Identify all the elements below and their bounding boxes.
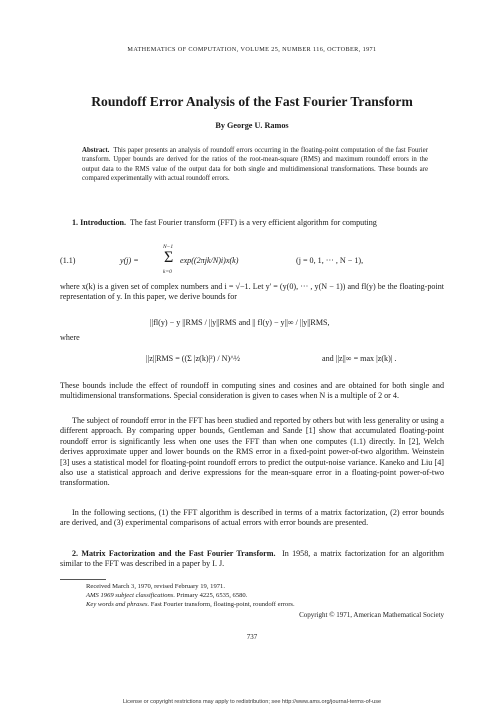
equation-number: (1.1) <box>60 256 76 265</box>
bounds-equation: ||fl(y) − y ||RMS / ||y||RMS and || fl(y) − y||∞ / ||y||RMS, <box>150 318 330 327</box>
license-notice: License or copyright restrictions may apply to redistribution; see http://www.ams.org/journal-terms-of-use <box>122 699 382 705</box>
paragraph: These bounds include the effect of roundoff in computing sines and cosines and are obtained for both single and multidimensional transformations. Special consideration is given to cases when N is a multiple of 2 or 4. <box>60 381 444 401</box>
norm-equation <box>60 347 444 369</box>
footnote-received: Received March 3, 1970, revised February 19, 1971. <box>86 583 225 590</box>
keywords-label: Key words and phrases. <box>86 601 150 608</box>
section1-intro <box>60 218 444 228</box>
keywords-text: Fast Fourier transform, floating-point, roundoff errors. <box>150 601 295 608</box>
section1-heading: 1. Introduction. <box>72 218 127 227</box>
sum-lower-limit: k=0 <box>163 269 172 275</box>
ams-text: Primary 4225, 6535, 6580. <box>176 592 248 599</box>
sum-upper-limit: N−1 <box>163 244 174 250</box>
equation-lhs: y(j) = <box>120 256 139 265</box>
footnote-keywords <box>86 600 444 609</box>
abstract <box>82 146 428 183</box>
ams-label: AMS 1969 subject classifications. <box>86 592 176 599</box>
paragraph: The subject of roundoff error in the FFT has been studied and reported by others but with less generality or using a different approach. By comparing upper bounds, Gentleman and Sande [1] show that accumulated floating-point roundoff error is significantly less when one uses the FFT than when one computes (1.1) directly. In [2], Welch derives approximate upper and lower bounds on the RMS error in a fixed-point power-of-two algorithm. Weinstein [3] uses a statistical model for floating-point roundoff errors to predict the output-noise variance. Kaneko and Liu [4] also use a statistical approach and derive expressions for the mean-square error in a floating-point power-of-two transformation. <box>60 416 444 488</box>
section1-para2 <box>60 282 444 303</box>
section1-intro-text: The fast Fourier transform (FFT) is a very efficient algorithm for computing <box>129 218 377 227</box>
abstract-label: Abstract. <box>82 147 110 154</box>
footnote-rule <box>60 579 106 580</box>
section1-para3 <box>60 381 444 402</box>
paper-title: Roundoff Error Analysis of the Fast Fourier Transform <box>91 94 413 109</box>
norm-max-def: and ||z||∞ = max |z(k)| . <box>322 354 397 363</box>
where-label-block <box>60 333 444 343</box>
section2-start <box>60 549 444 570</box>
equation-1-1 <box>60 246 444 276</box>
page-number: 737 <box>246 633 258 641</box>
section1-para4 <box>60 416 444 489</box>
paper-author: By George U. Ramos <box>215 121 289 130</box>
section2-heading: 2. Matrix Factorization and the Fast Fourier Transform. <box>72 549 276 558</box>
paragraph: where x(k) is a given set of complex numbers and i = √−1. Let y' = (y(0), ··· , y(N − 1)) and fl(y) be the floating-point representation of y. In this paper, we derive bounds for <box>60 282 444 302</box>
abstract-text: This paper presents an analysis of roundoff errors occurring in the floating-point computation of the fast Fourier transform. Upper bounds are derived for the ratios of the root-mean-square (RMS) and maximum roundoff errors in the output data to the RMS value of the output data for both single and multidimensional transformations. These bounds are compared experimentally with actual roundoff errors. <box>82 147 428 182</box>
section1-para5 <box>60 508 444 529</box>
running-header: MATHEMATICS OF COMPUTATION, VOLUME 25, NUMBER 116, OCTOBER, 1971 <box>127 46 377 53</box>
section2-text: In 1958, a matrix factorization for an algorithm similar to the FFT was described in a paper by I. J. <box>60 549 445 569</box>
equation-range: (j = 0, 1, ··· , N − 1), <box>296 256 364 265</box>
equation-rhs: exp((2πjk/N)i)x(k) <box>180 256 239 265</box>
footnote-ams <box>86 591 444 600</box>
copyright-notice: Copyright © 1971, American Mathematical Society <box>299 611 444 619</box>
paragraph: In the following sections, (1) the FFT algorithm is described in terms of a matrix factorization, (2) error bounds are derived, and (3) experimental comparisons of actual errors with error bounds are presented. <box>60 508 444 528</box>
where-label: where <box>60 333 80 342</box>
summation-symbol: Σ <box>164 249 174 266</box>
norm-rms-def: ||z||RMS = ((Σ |z(k)|²) / N)^½ <box>146 354 241 363</box>
